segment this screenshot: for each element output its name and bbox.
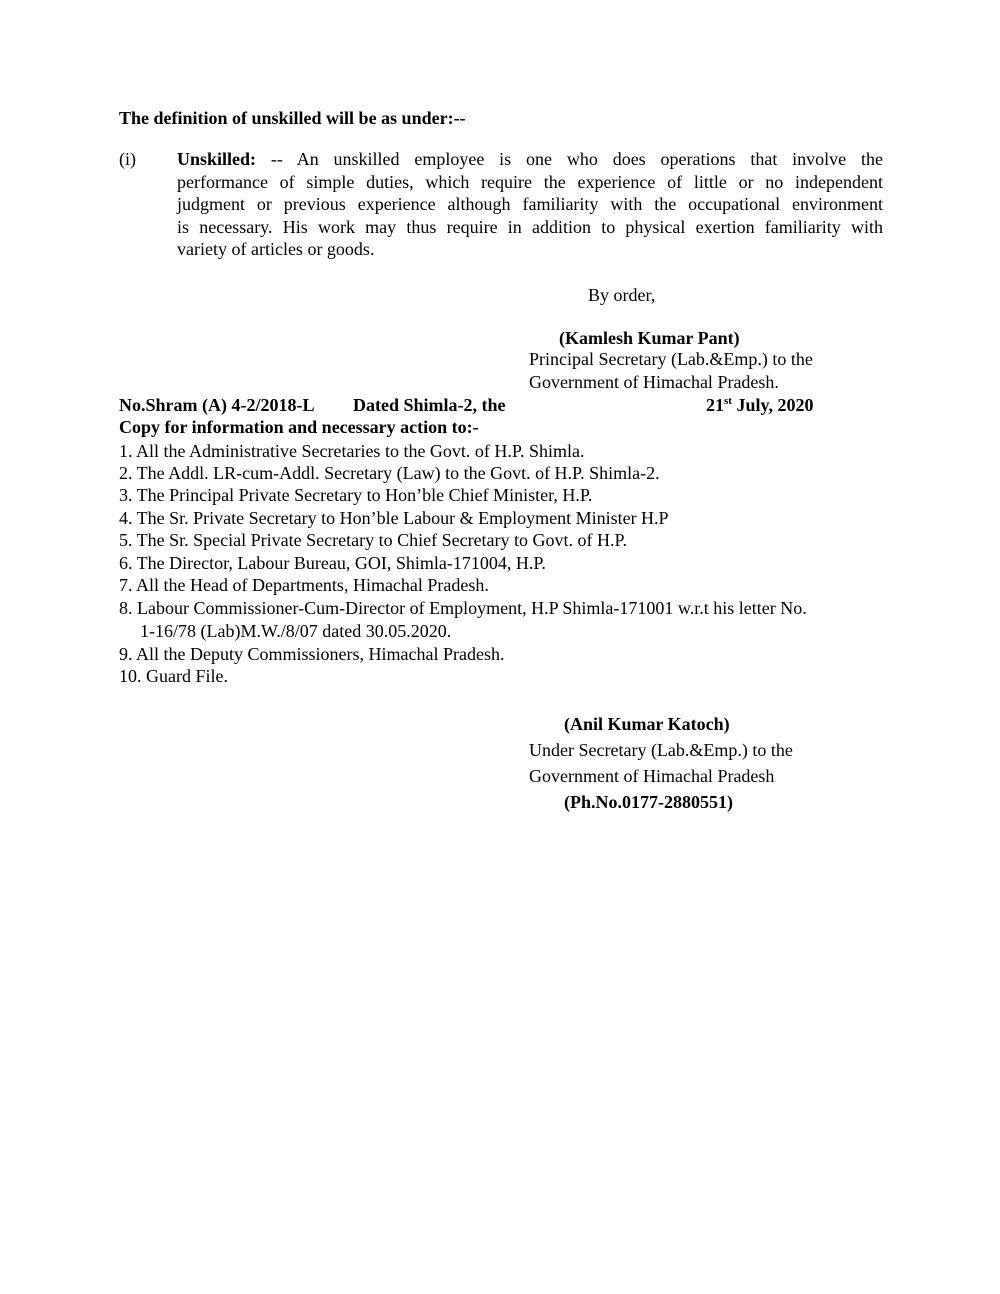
- definition-line-5: variety of articles or goods.: [177, 239, 375, 259]
- signatory2-government: Government of Himachal Pradesh: [529, 766, 775, 786]
- reference-number: No.Shram (A) 4-2/2018-L: [119, 395, 315, 415]
- signatory2-phone: (Ph.No.0177-2880551): [564, 792, 733, 812]
- reference-date: [706, 394, 813, 416]
- signatory1-name: (Kamlesh Kumar Pant): [559, 328, 740, 348]
- by-order-text: By order,: [588, 285, 656, 305]
- distribution-item: 6. The Director, Labour Bureau, GOI, Shimla-171004, H.P.: [119, 553, 546, 573]
- reference-day-suffix: st: [724, 395, 732, 407]
- reference-month-year: July, 2020: [731, 395, 814, 415]
- distribution-item: 1. All the Administrative Secretaries to the Govt. of H.P. Shimla.: [119, 441, 585, 461]
- item-number: (i): [119, 149, 136, 169]
- reference-day: 21: [706, 395, 724, 415]
- distribution-item: 3. The Principal Private Secretary to Hon’ble Chief Minister, H.P.: [119, 485, 593, 505]
- signatory1-government: Government of Himachal Pradesh.: [529, 372, 779, 392]
- distribution-item: 9. All the Deputy Commissioners, Himachal Pradesh.: [119, 644, 505, 664]
- unskilled-definition: [177, 148, 883, 261]
- distribution-item: 8. Labour Commissioner-Cum-Director of Employment, H.P Shimla-171001 w.r.t his letter No.: [119, 598, 807, 618]
- distribution-item: 10. Guard File.: [119, 666, 228, 686]
- copy-heading: Copy for information and necessary action to:-: [119, 417, 479, 437]
- definition-line-3: judgment or previous experience although familiarity with the occupational environment: [177, 194, 883, 214]
- distribution-item: 2. The Addl. LR-cum-Addl. Secretary (Law) to the Govt. of H.P. Shimla-2.: [119, 463, 660, 483]
- distribution-item: 7. All the Head of Departments, Himachal Pradesh.: [119, 575, 489, 595]
- definition-text-1: -- An unskilled employee is one who does operations that involve the: [256, 149, 883, 169]
- signatory1-designation: Principal Secretary (Lab.&Emp.) to the: [529, 349, 813, 369]
- definition-line-2: performance of simple duties, which require the experience of little or no independent: [177, 171, 883, 192]
- distribution-item: 4. The Sr. Private Secretary to Hon’ble Labour & Employment Minister H.P: [119, 508, 669, 528]
- distribution-item-continuation: 1-16/78 (Lab)M.W./8/07 dated 30.05.2020.: [140, 621, 452, 641]
- definition-line-1: [177, 148, 883, 171]
- signatory2-designation: Under Secretary (Lab.&Emp.) to the: [529, 740, 793, 760]
- section-heading: The definition of unskilled will be as under:--: [119, 108, 466, 128]
- distribution-item: 5. The Sr. Special Private Secretary to Chief Secretary to Govt. of H.P.: [119, 530, 628, 550]
- signatory2-name: (Anil Kumar Katoch): [564, 714, 730, 734]
- definition-term: Unskilled:: [177, 149, 257, 169]
- reference-dated-label: Dated Shimla-2, the: [353, 395, 506, 415]
- definition-line-4: is necessary. His work may thus require in addition to physical exertion familiarity with: [177, 216, 883, 237]
